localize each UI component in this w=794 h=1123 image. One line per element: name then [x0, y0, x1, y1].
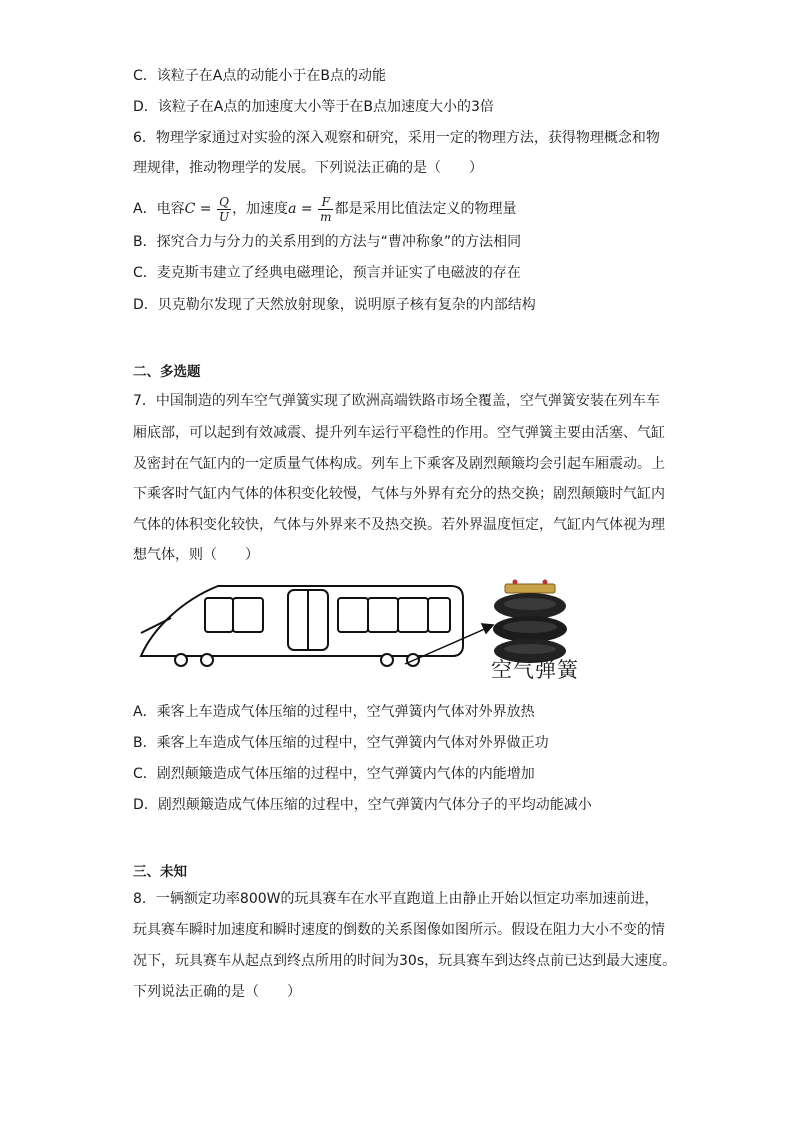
wheel	[381, 654, 393, 666]
capacitance-symbol: C	[184, 201, 196, 217]
q7-option-d: D．剧烈颠簸造成气体压缩的过程中，空气弹簧内气体分子的平均动能减小	[133, 797, 592, 813]
q5-option-d: D．该粒子在A点的加速度大小等于在B点加速度大小的3倍	[133, 99, 494, 115]
q6-stem-line-1: 6．物理学家通过对实验的深入观察和研究，采用一定的物理方法，获得物理概念和物	[133, 130, 660, 146]
fraction-q-over-u	[217, 195, 231, 224]
air-spring-icon	[493, 580, 567, 664]
q6-option-a	[133, 192, 516, 226]
fraction-numerator: Q	[217, 195, 231, 210]
window-left-1	[205, 598, 233, 632]
q6-stem-line-2: 理规律，推动物理学的发展。下列说法正确的是（ ）	[133, 160, 483, 176]
q8-stem-line-1: 8．一辆额定功率800W的玩具赛车在水平直跑道上由静止开始以恒定功率加速前进，	[133, 891, 659, 907]
window-right-4	[428, 598, 450, 632]
window-right-1	[338, 598, 368, 632]
q8-stem-line-3: 况下，玩具赛车从起点到终点所用的时间为30s，玩具赛车到达终点前已达到最大速度。	[133, 953, 677, 969]
q6-option-c: C．麦克斯韦建立了经典电磁理论，预言并证实了电磁波的存在	[133, 265, 521, 281]
equals-sign: =	[296, 201, 318, 217]
section-heading-multiple-choice: 二、多选题	[133, 364, 201, 380]
q8-stem-line-2: 玩具赛车瞬时加速度和瞬时速度的倒数的关系图像如图所示。假设在阻力大小不变的情	[133, 922, 665, 938]
q6-option-a-prefix: A．电容	[133, 201, 185, 217]
q7-stem-line-4: 下乘客时气缸内气体的体积变化较慢，气体与外界有充分的热交换；剧烈颠簸时气缸内	[133, 486, 665, 502]
q7-stem-line-5: 气体的体积变化较快，气体与外界来不及热交换。若外界温度恒定，气缸内气体视为理	[133, 517, 665, 533]
q6-option-a-suffix: 都是采用比值法定义的物理量	[334, 201, 517, 217]
q6-option-a-mid: ，加速度	[232, 201, 289, 217]
train-outline	[141, 586, 463, 656]
wheel	[201, 654, 213, 666]
window-left-2	[233, 598, 263, 632]
q7-option-c: C．剧烈颠簸造成气体压缩的过程中，空气弹簧内气体的内能增加	[133, 766, 535, 782]
q7-option-b: B．乘客上车造成气体压缩的过程中，空气弹簧内气体对外界做正功	[133, 735, 549, 751]
section-heading-unknown: 三、未知	[133, 864, 187, 880]
fraction-numerator: F	[318, 195, 333, 210]
fraction-denominator: m	[320, 209, 332, 224]
fraction-denominator: U	[218, 209, 230, 224]
fraction-f-over-m	[318, 195, 333, 224]
q8-stem-line-4: 下列说法正确的是（ ）	[133, 984, 301, 1000]
q5-option-c: C．该粒子在A点的动能小于在B点的动能	[133, 68, 386, 84]
train-body	[141, 586, 463, 656]
wheel	[175, 654, 187, 666]
q7-stem-line-2: 厢底部，可以起到有效减震、提升列车运行平稳性的作用。空气弹簧主要由活塞、气缸	[133, 425, 665, 441]
q7-stem-line-3: 及密封在气缸内的一定质量气体构成。列车上下乘客及剧烈颠簸均会引起车厢震动。上	[133, 456, 665, 472]
q6-option-d: D．贝克勒尔发现了天然放射现象，说明原子核有复杂的内部结构	[133, 297, 536, 313]
q7-stem-line-6: 想气体，则（ ）	[133, 547, 259, 563]
acceleration-symbol: a	[288, 201, 297, 217]
window-right-2	[368, 598, 398, 632]
q7-option-a: A．乘客上车造成气体压缩的过程中，空气弹簧内气体对外界放热	[133, 704, 535, 720]
equals-sign: =	[195, 201, 216, 217]
q6-option-b: B．探究合力与分力的关系用到的方法与“曹冲称象”的方法相同	[133, 234, 522, 250]
air-spring-label: 空气弹簧	[491, 658, 579, 682]
q7-stem-line-1: 7．中国制造的列车空气弹簧实现了欧洲高端铁路市场全覆盖，空气弹簧安装在列车车	[133, 393, 660, 409]
window-right-3	[398, 598, 428, 632]
